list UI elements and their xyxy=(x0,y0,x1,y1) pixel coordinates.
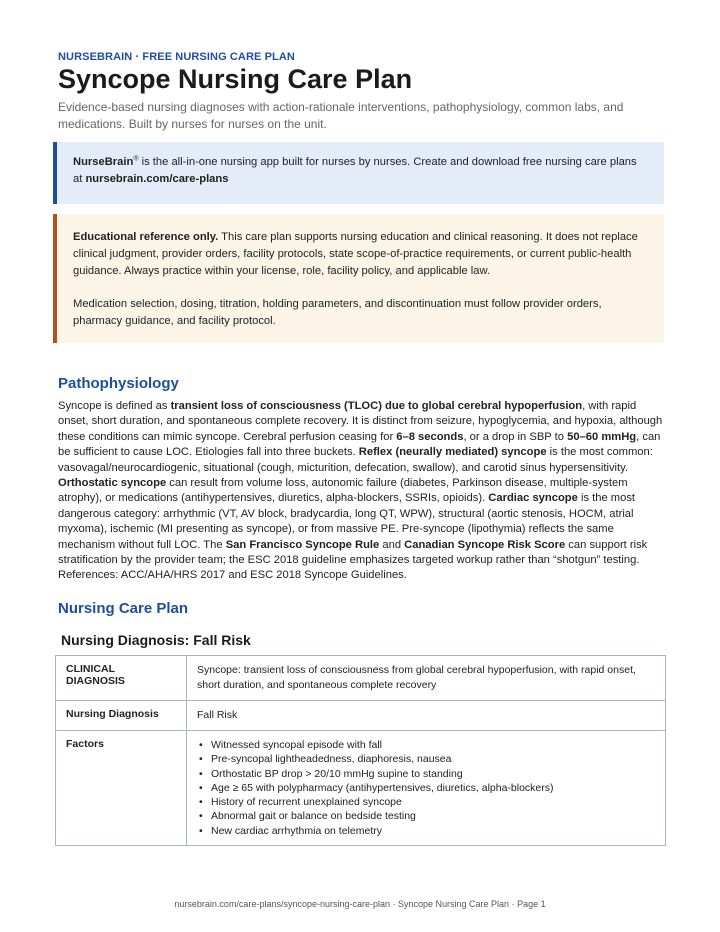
body-text-segment: can support risk stratification by the provider team; the ESC 2018 guideline emphasizes targeted workup rather than “shotgun” testing. References: ACC/AHA/HRS 2017 and ESC 2018 Syncope Guidelines. xyxy=(58,538,648,582)
promo-body: is the all-in-one nursing app built for nurses by nurses. Create and download free nursing care plans at xyxy=(73,156,637,185)
body-text-segment: and xyxy=(379,538,405,551)
emphasis-text: 6–8 seconds xyxy=(396,430,464,443)
promo-link[interactable]: nursebrain.com/care-plans xyxy=(85,173,229,185)
emphasis-text: Reflex (neurally mediated) syncope xyxy=(358,446,547,459)
list-item: • New cardiac arrhythmia on telemetry xyxy=(197,824,655,838)
disclaimer-text xyxy=(73,229,648,280)
list-item: • Abnormal gait or balance on bedside testing xyxy=(197,809,655,823)
nursing-diagnosis-heading: Nursing Diagnosis: Fall Risk xyxy=(61,632,251,648)
promo-text xyxy=(73,154,648,188)
body-text-segment: is the most common: vasovagal/neurocardiogenic, situational (cough, micturition, defecation, swallow), and carotid sinus hypersensitivity. xyxy=(58,446,653,474)
emphasis-text: Orthostatic syncope xyxy=(58,477,167,490)
body-text-segment: Syncope is defined as xyxy=(58,400,171,412)
nursing-diagnosis-value: Fall Risk xyxy=(187,701,666,731)
body-text-segment: , or a drop in SBP to xyxy=(463,430,568,443)
disclaimer-body: This care plan supports nursing education and clinical reasoning. It does not replace clinical judgment, provider orders, facility protocols, state scope-of-practice requirements, or current public-health guidance. Always practice within your license, role, facility policy, and applicable law. xyxy=(73,231,638,277)
clinical-diagnosis-label: CLINICAL DIAGNOSIS xyxy=(56,656,187,701)
list-item: • Witnessed syncopal episode with fall xyxy=(197,738,655,752)
promo-callout xyxy=(53,142,664,204)
emphasis-text: 50–60 mmHg xyxy=(567,430,637,443)
eyebrow-label: NURSEBRAIN · FREE NURSING CARE PLAN xyxy=(58,51,295,63)
list-item: • Orthostatic BP drop > 20/10 mmHg supine to standing xyxy=(197,767,655,781)
body-text-segment: , can be sufficient to cause LOC. Etiologies fall into three buckets. xyxy=(58,430,661,459)
list-item: • History of recurrent unexplained syncope xyxy=(197,795,655,809)
table-row xyxy=(56,731,666,846)
factors-value xyxy=(187,731,666,846)
disclaimer-lead: Educational reference only. xyxy=(73,231,219,243)
table-row xyxy=(56,656,666,701)
registered-mark: ® xyxy=(133,155,139,163)
clinical-diagnosis-value: Syncope: transient loss of consciousness from global cerebral hypoperfusion, with rapid onset, short duration, and spontaneous complete recovery xyxy=(187,656,666,701)
disclaimer-callout xyxy=(53,214,664,343)
body-text-segment: is the most dangerous category: arrhythmic (VT, AV block, bradycardia, long QT, WPW), structural (aortic stenosis, HOCM, atrial myxoma), ischemic (MI presenting as syncope), or from massive PE. Pre-syncope (lipothymia) reflects the same mechanism without full LOC. The xyxy=(58,492,636,551)
page-title: Syncope Nursing Care Plan xyxy=(58,64,413,94)
list-item: • Pre-syncopal lightheadedness, diaphoresis, nausea xyxy=(197,752,655,766)
nursing-diagnosis-label: Nursing Diagnosis xyxy=(56,701,187,731)
body-text-segment: , with rapid onset, short duration, and spontaneous complete recovery. It is distinct from seizure, hypoglycemia, and hypoxia, although these conditions can mimic syncope. Cerebral perfusion ceasing for xyxy=(58,400,663,443)
promo-brand: NurseBrain xyxy=(73,156,134,168)
emphasis-text: San Francisco Syncope Rule xyxy=(225,538,380,551)
emphasis-text: transient loss of consciousness (TLOC) due to global cerebral hypoperfusion xyxy=(170,400,583,412)
emphasis-text: Cardiac syncope xyxy=(488,492,578,505)
page-subtitle: Evidence-based nursing diagnoses with action-rationale interventions, pathophysiology, common labs, and medications. Built by nurses for nurses on the unit. xyxy=(58,100,624,131)
pathophysiology-heading: Pathophysiology xyxy=(58,375,179,392)
page-footer: nursebrain.com/care-plans/syncope-nursing-care-plan · Syncope Nursing Care Plan · Page 1 xyxy=(174,899,546,909)
care-plan-heading: Nursing Care Plan xyxy=(58,600,189,617)
care-plan-table xyxy=(55,655,666,846)
pathophysiology-text xyxy=(58,399,666,584)
list-item: • Age ≥ 65 with polypharmacy (antihypertensives, diuretics, alpha-blockers) xyxy=(197,781,655,795)
body-text-segment: can result from volume loss, autonomic failure (diabetes, Parkinson disease, multiple-system atrophy), or medications (antihypertensives, diuretics, alpha-blockers, SSRIs, opioids). xyxy=(58,477,628,505)
emphasis-text: Canadian Syncope Risk Score xyxy=(404,538,566,551)
factors-label: Factors xyxy=(56,731,187,846)
medication-note: Medication selection, dosing, titration, holding parameters, and discontinuation must follow provider orders, pharmacy guidance, and facility protocol. xyxy=(73,298,602,327)
table-row xyxy=(56,701,666,731)
factors-list xyxy=(197,738,655,838)
